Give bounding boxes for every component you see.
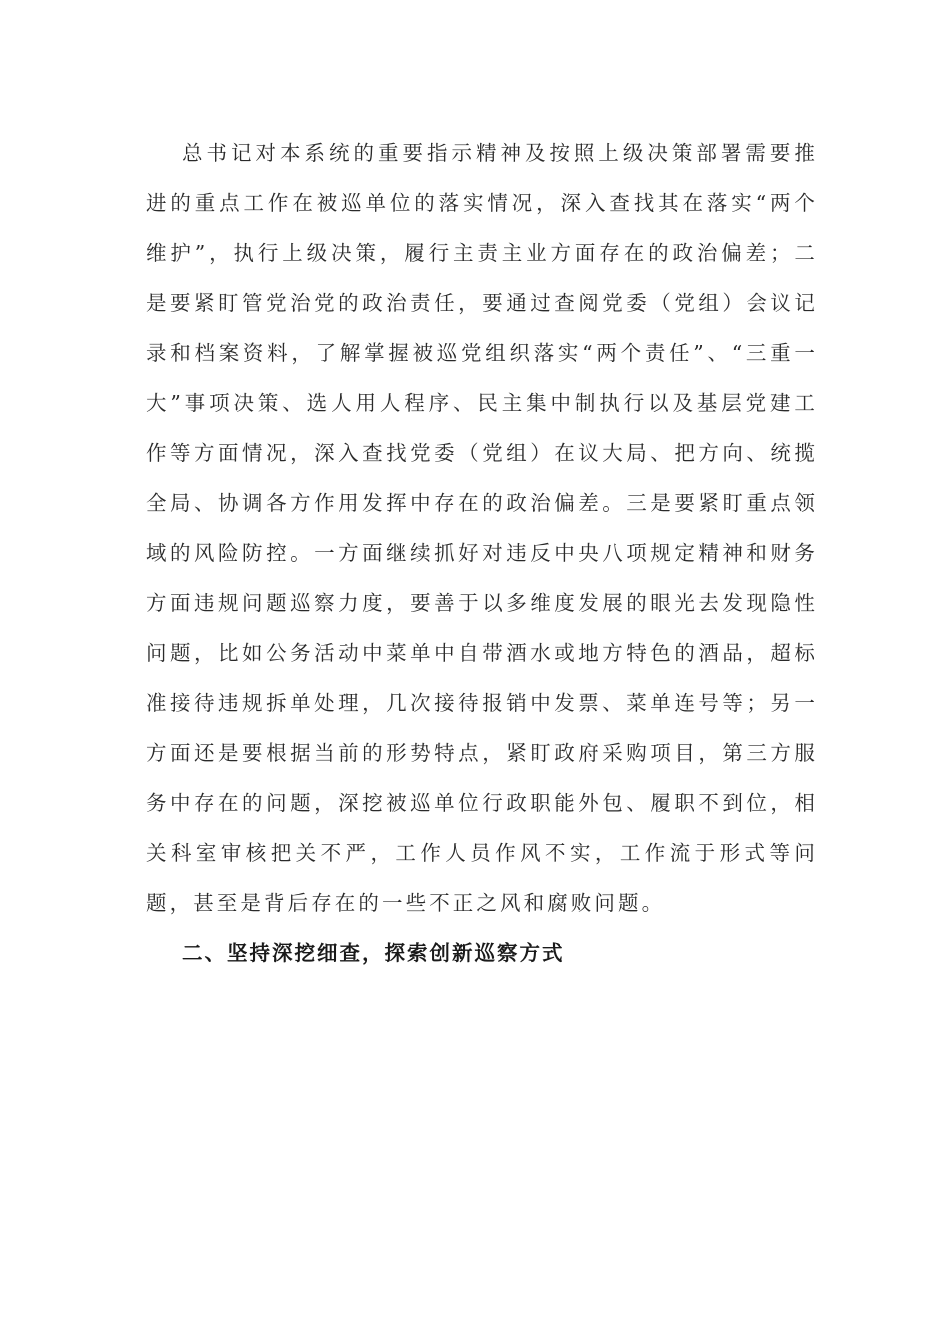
body-paragraph: 总书记对本系统的重要指示精神及按照上级决策部署需要推进的重点工作在被巡单位的落实情况，深入查找其在落实“两个维护”，执行上级决策，履行主责主业方面存在的政治偏差；二是要紧盯管党治党的政治责任，要通过查阅党委（党组）会议记录和档案资料，了解掌握被巡党组织落实“两个责任”、“三重一大”事项决策、选人用人程序、民主集中制执行以及基层党建工作等方面情况，深入查找党委（党组）在议大局、把方向、统揽全局、协调各方作用发挥中存在的政治偏差。三是要紧盯重点领域的风险防控。一方面继续抓好对违反中央八项规定精神和财务方面违规问题巡察力度，要善于以多维度发展的眼光去发现隐性问题，比如公务活动中菜单中自带酒水或地方特色的酒品，超标准接待违规拆单处理，几次接待报销中发票、菜单连号等；另一方面还是要根据当前的形势特点，紧盯政府采购项目，第三方服务中存在的问题，深挖被巡单位行政职能外包、履职不到位，相关科室审核把关不严，工作人员作风不实，工作流于形式等问题，甚至是背后存在的一些不正之风和腐败问题。 <box>146 141 818 915</box>
document-content <box>146 128 818 978</box>
section-heading: 二、坚持深挖细查，探索创新巡察方式 <box>182 941 565 965</box>
